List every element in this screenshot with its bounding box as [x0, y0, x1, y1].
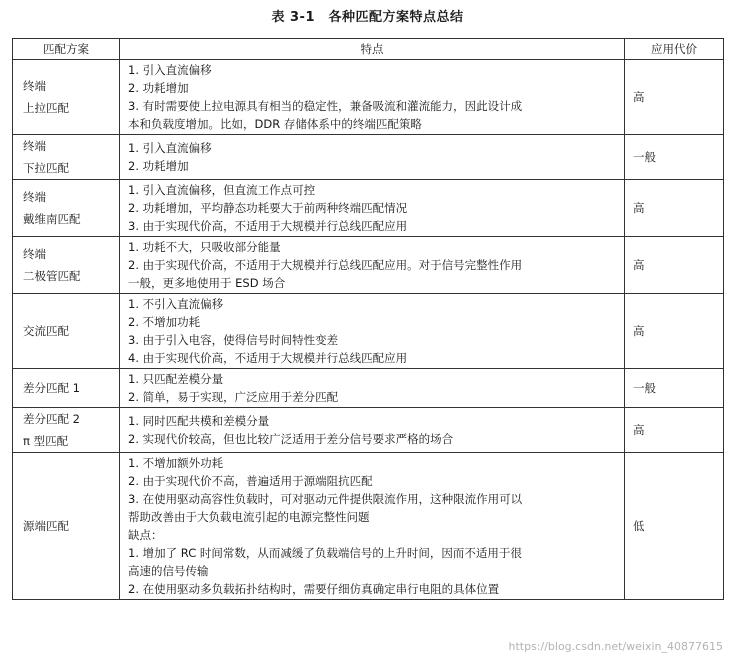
scheme-cell — [13, 294, 120, 369]
scheme-line: 上拉匹配 — [23, 101, 69, 115]
header-cost: 应用代价 — [625, 39, 724, 60]
feature-line: 1. 同时匹配共模和差模分量 — [128, 414, 270, 428]
feature-line: 2. 由于实现代价高，不适用于大规模并行总线匹配应用。对于信号完整性作用 — [128, 258, 523, 272]
scheme-cell — [13, 453, 120, 600]
cost-cell: 高 — [625, 180, 724, 237]
scheme-cell — [13, 369, 120, 408]
features-cell — [120, 294, 625, 369]
cost-cell: 高 — [625, 60, 724, 135]
scheme-line: π 型匹配 — [23, 434, 69, 448]
features-cell — [120, 408, 625, 453]
feature-line: 3. 在使用驱动高容性负载时，可对驱动元件提供限流作用，这种限流作用可以 — [128, 492, 523, 506]
feature-line: 1. 引入直流偏移 — [128, 141, 212, 155]
feature-line: 2. 功耗增加 — [128, 159, 189, 173]
features-cell — [120, 60, 625, 135]
scheme-line: 二极管匹配 — [23, 269, 81, 283]
cost-cell: 高 — [625, 294, 724, 369]
scheme-cell — [13, 135, 120, 180]
feature-line: 2. 功耗增加 — [128, 81, 189, 95]
table-row — [13, 135, 724, 180]
scheme-line: 差分匹配 1 — [23, 381, 80, 395]
feature-line: 1. 引入直流偏移，但直流工作点可控 — [128, 183, 316, 197]
scheme-line: 戴维南匹配 — [23, 212, 81, 226]
scheme-line: 终端 — [23, 247, 46, 261]
table-caption: 表 3-1 各种匹配方案特点总结 — [271, 10, 464, 25]
scheme-cell — [13, 60, 120, 135]
table-row — [13, 60, 724, 135]
cost-cell: 高 — [625, 237, 724, 294]
watermark: https://blog.csdn.net/weixin_40877615 — [508, 640, 723, 653]
feature-line: 帮助改善由于大负载电流引起的电源完整性问题 — [128, 510, 370, 524]
feature-line: 2. 功耗增加，平均静态功耗要大于前两种终端匹配情况 — [128, 201, 408, 215]
feature-line: 2. 在使用驱动多负载拓扑结构时，需要仔细仿真确定串行电阻的具体位置 — [128, 582, 500, 596]
cost-cell: 低 — [625, 453, 724, 600]
table-header-row — [13, 39, 724, 60]
feature-line: 3. 由于引入电容，使得信号时间特性变差 — [128, 333, 339, 347]
feature-line: 1. 只匹配差模分量 — [128, 372, 224, 386]
table-row — [13, 453, 724, 600]
cost-cell: 高 — [625, 408, 724, 453]
scheme-line: 终端 — [23, 139, 46, 153]
table-row — [13, 369, 724, 408]
feature-line: 1. 功耗不大，只吸收部分能量 — [128, 240, 281, 254]
feature-line: 3. 由于实现代价高，不适用于大规模并行总线匹配应用 — [128, 219, 408, 233]
scheme-line: 终端 — [23, 79, 46, 93]
feature-line: 一般，更多地使用于 ESD 场合 — [128, 276, 286, 290]
matching-schemes-table — [12, 38, 724, 600]
scheme-line: 终端 — [23, 190, 46, 204]
features-cell — [120, 180, 625, 237]
table-row — [13, 408, 724, 453]
header-scheme: 匹配方案 — [13, 39, 120, 60]
feature-line: 2. 实现代价较高，但也比较广泛适用于差分信号要求严格的场合 — [128, 432, 454, 446]
feature-line: 2. 由于实现代价不高，普遍适用于源端阻抗匹配 — [128, 474, 373, 488]
feature-line: 1. 不引入直流偏移 — [128, 297, 224, 311]
features-cell — [120, 237, 625, 294]
feature-line: 1. 增加了 RC 时间常数，从而减缓了负载端信号的上升时间，因而不适用于很 — [128, 546, 522, 560]
scheme-cell — [13, 180, 120, 237]
cost-cell: 一般 — [625, 369, 724, 408]
feature-line: 2. 不增加功耗 — [128, 315, 201, 329]
table-body — [13, 60, 724, 600]
feature-line: 缺点： — [128, 528, 163, 542]
scheme-cell — [13, 408, 120, 453]
feature-line: 4. 由于实现代价高，不适用于大规模并行总线匹配应用 — [128, 351, 408, 365]
feature-line: 1. 引入直流偏移 — [128, 63, 212, 77]
table-row — [13, 180, 724, 237]
feature-line: 高速的信号传输 — [128, 564, 209, 578]
features-cell — [120, 453, 625, 600]
feature-line: 本和负载度增加。比如，DDR 存储体系中的终端匹配策略 — [128, 117, 422, 131]
header-features: 特点 — [120, 39, 625, 60]
features-cell — [120, 369, 625, 408]
feature-line: 1. 不增加额外功耗 — [128, 456, 224, 470]
table-row — [13, 237, 724, 294]
scheme-line: 交流匹配 — [23, 324, 69, 338]
features-cell — [120, 135, 625, 180]
scheme-line: 源端匹配 — [23, 519, 69, 533]
cost-cell: 一般 — [625, 135, 724, 180]
scheme-line: 差分匹配 2 — [23, 412, 80, 426]
table-row — [13, 294, 724, 369]
scheme-line: 下拉匹配 — [23, 161, 69, 175]
feature-line: 2. 简单，易于实现，广泛应用于差分匹配 — [128, 390, 339, 404]
scheme-cell — [13, 237, 120, 294]
feature-line: 3. 有时需要使上拉电源具有相当的稳定性，兼备吸流和灌流能力，因此设计成 — [128, 99, 523, 113]
